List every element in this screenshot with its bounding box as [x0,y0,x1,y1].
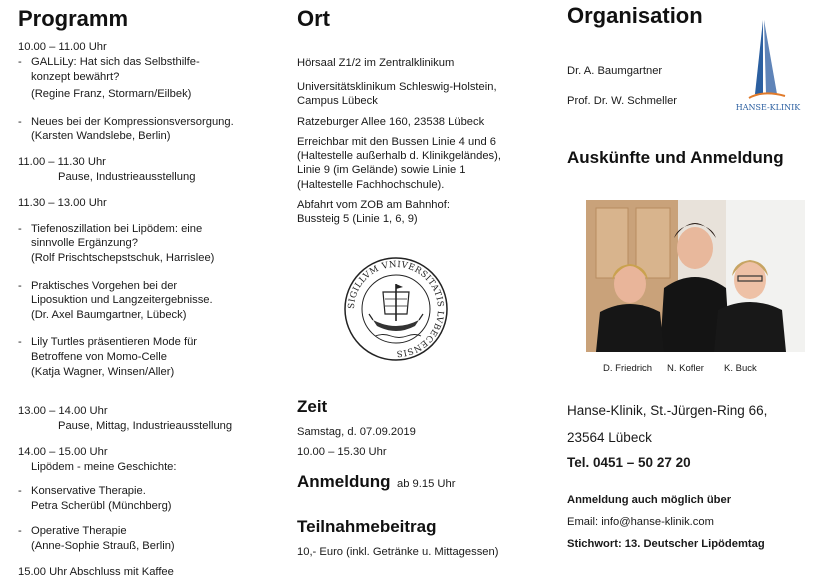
beitrag-title: Teilnahmebeitrag [297,517,437,536]
svg-text:SIGILLVM VNIVERSITATIS LVBECEN: SIGILLVM VNIVERSITATIS LVBECENSIS [346,259,446,359]
clinic-phone: Tel. 0451 – 50 27 20 [567,455,691,470]
programm-line: GALLiLy: Hat sich das Selbsthilfe- [31,56,200,68]
organisation-person: Prof. Dr. W. Schmeller [567,95,678,107]
zeit-title: Zeit [297,397,328,416]
programm-line: (Anne-Sophie Strauß, Berlin) [31,540,175,552]
university-seal [343,256,449,362]
ort-line: (Haltestelle außerhalb d. Klinikgeländes), [297,150,501,162]
programm-line: 10.00 – 11.00 Uhr [18,41,107,53]
programm-line: Betroffene von Momo-Celle [31,351,167,363]
bullet-dash: - [18,223,22,235]
programm-line: (Katja Wagner, Winsen/Aller) [31,366,175,378]
clinic-address-city: 23564 Lübeck [567,430,652,445]
ort-line: Abfahrt vom ZOB am Bahnhof: [297,199,450,211]
programm-line: Petra Scherübl (Münchberg) [31,500,172,512]
programm-line: Lily Turtles präsentieren Mode für [31,336,198,348]
online-registration-title: Anmeldung auch möglich über [567,494,732,506]
team-photo [586,200,805,352]
programm-line: 13.00 – 14.00 Uhr [18,405,108,417]
ort-line: Universitätsklinikum Schleswig-Holstein, [297,81,497,93]
photo-caption: D. Friedrich [603,363,653,374]
programm-line: Pause, Industrieausstellung [58,171,196,183]
programm-line: (Dr. Axel Baumgartner, Lübeck) [31,309,187,321]
programm-line: 14.00 – 15.00 Uhr [18,446,108,458]
ort-line: Ratzeburger Allee 160, 23538 Lübeck [297,116,485,128]
programm-title: Programm [18,6,129,31]
anmeldung-title: Anmeldung [297,472,391,491]
programm-line: Liposuktion und Langzeitergebnisse. [31,294,213,306]
organisation-person: Dr. A. Baumgartner [567,65,663,77]
programm-line: Pause, Mittag, Industrieausstellung [58,420,233,432]
programm-line: 15.00 Uhr Abschluss mit Kaffee [18,566,174,578]
svg-text:HANSE-KLINIK: HANSE-KLINIK [735,103,801,112]
clinic-email: Email: info@hanse-klinik.com [567,516,714,528]
ort-title: Ort [297,6,330,31]
bullet-dash: - [18,116,22,128]
beitrag-text: 10,- Euro (inkl. Getränke u. Mittagessen) [297,546,499,558]
photo-caption: K. Buck [724,363,757,374]
hanse-klinik-logo [733,18,803,114]
ort-line: Bussteig 5 (Linie 1, 6, 9) [297,213,418,225]
zeit-time: 10.00 – 15.30 Uhr [297,446,387,458]
photo-caption: N. Kofler [667,363,704,374]
programm-line: sinnvolle Ergänzung? [31,237,138,249]
anmeldung-note: ab 9.15 Uhr [397,478,456,490]
programm-line: Lipödem - meine Geschichte: [31,461,177,473]
programm-line: (Karsten Wandslebe, Berlin) [31,130,171,142]
registration-keyword: Stichwort: 13. Deutscher Lipödemtag [567,538,765,550]
bullet-dash: - [18,525,22,537]
bullet-dash: - [18,485,22,497]
programm-line: konzept bewährt? [31,71,120,83]
ort-line: (Haltestelle Fachhochschule). [297,179,445,191]
ort-line: Linie 9 (im Gelände) sowie Linie 1 [297,164,466,176]
programm-line: (Regine Franz, Stormarn/Eilbek) [31,88,192,100]
organisation-title: Organisation [567,3,703,28]
programm-line: Konservative Therapie. [31,485,146,497]
bullet-dash: - [18,56,22,68]
programm-line: Tiefenoszillation bei Lipödem: eine [31,223,203,235]
bullet-dash: - [18,336,22,348]
ort-line: Erreichbar mit den Bussen Linie 4 und 6 [297,136,497,148]
programm-line: 11.00 – 11.30 Uhr [18,156,106,168]
ort-line: Campus Lübeck [297,95,378,107]
bullet-dash: - [18,280,22,292]
ort-line: Hörsaal Z1/2 im Zentralklinikum [297,57,455,69]
programm-line: Praktisches Vorgehen bei der [31,280,178,292]
programm-line: Neues bei der Kompressionsversorgung. [31,116,234,128]
programm-line: Operative Therapie [31,525,127,537]
programm-line: (Rolf Prischtschepstschuk, Harrislee) [31,252,215,264]
zeit-date: Samstag, d. 07.09.2019 [297,426,416,438]
clinic-address-line: Hanse-Klinik, St.-Jürgen-Ring 66, [567,403,768,418]
auskuenfte-title: Auskünfte und Anmeldung [567,148,784,167]
programm-line: 11.30 – 13.00 Uhr [18,197,107,209]
